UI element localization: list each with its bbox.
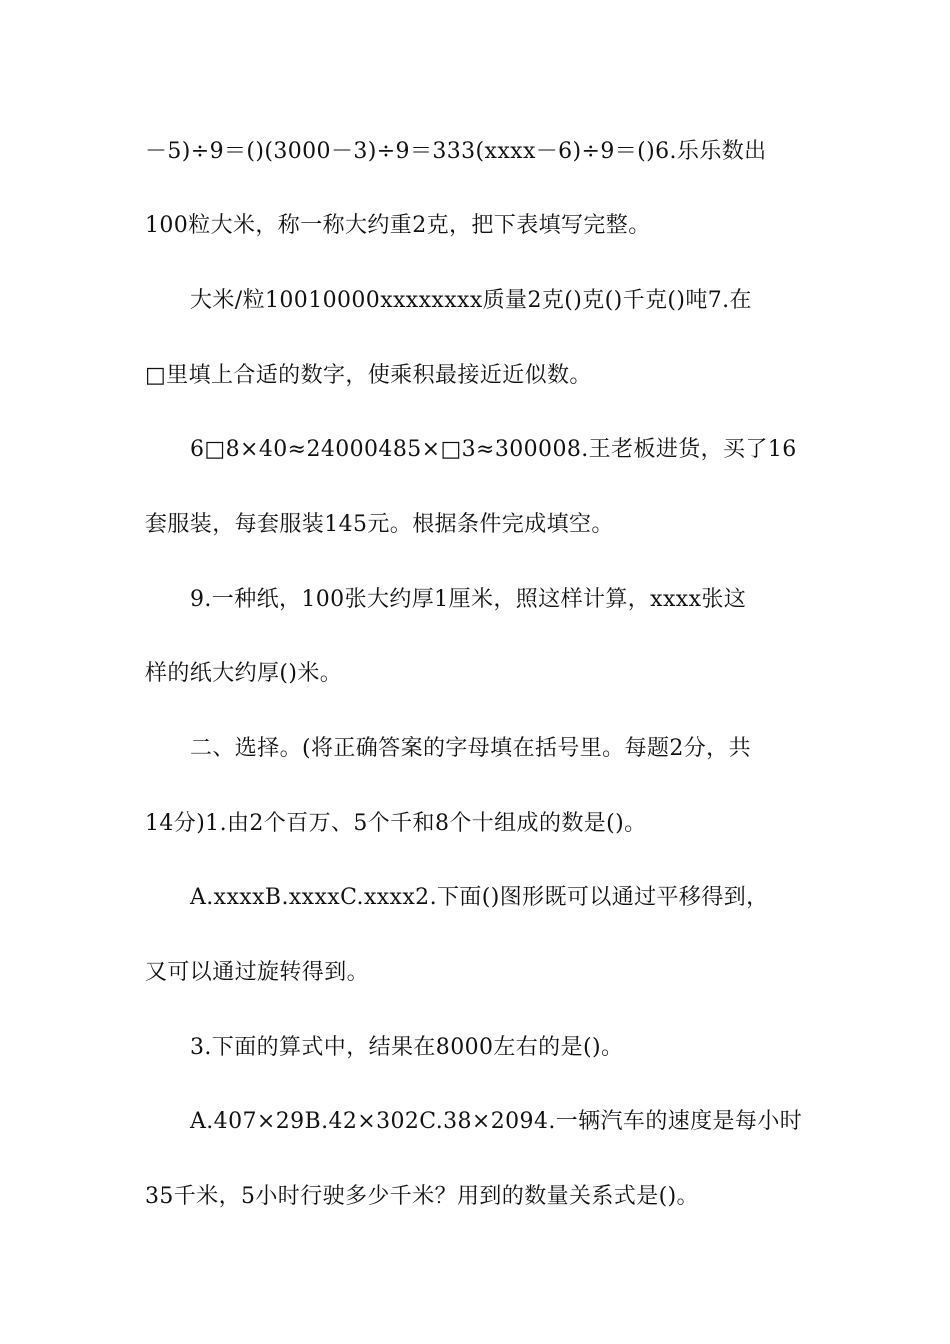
text-line-1: －5)÷9＝()(3000－3)÷9＝333(xxxx－6)÷9＝()6.乐乐数出 [145, 139, 767, 164]
text-line-2: 100粒大米，称一称大约重2克，把下表填写完整。 [145, 213, 651, 238]
text-line-12: 又可以通过旋转得到。 [145, 960, 370, 985]
text-line-13: 3.下面的算式中，结果在8000左右的是()。 [190, 1035, 624, 1060]
text-line-11: A.xxxxB.xxxxC.xxxx2.下面()图形既可以通过平移得到， [190, 885, 769, 910]
text-line-8: 样的纸大约厚()米。 [145, 661, 343, 686]
text-line-14: A.407×29B.42×302C.38×2094.一辆汽车的速度是每小时 [190, 1109, 803, 1134]
text-line-4: □里填上合适的数字，使乘积最接近近似数。 [145, 363, 592, 388]
text-line-6: 套服装，每套服装145元。根据条件完成填空。 [145, 512, 614, 537]
text-line-15: 35千米，5小时行驶多少千米？用到的数量关系式是()。 [145, 1184, 699, 1209]
text-line-7: 9.一种纸，100张大约厚1厘米，照这样计算，xxxx张这 [190, 587, 747, 612]
text-line-3: 大米/粒10010000xxxxxxxx质量2克()克()千克()吨7.在 [190, 288, 752, 313]
text-line-5: 6□8×40≈24000485×□3≈300008.王老板进货，买了16 [190, 437, 797, 462]
text-line-9: 二、选择。(将正确答案的字母填在括号里。每题2分，共 [190, 736, 751, 761]
text-line-10: 14分)1.由2个百万、5个千和8个十组成的数是()。 [145, 811, 647, 836]
